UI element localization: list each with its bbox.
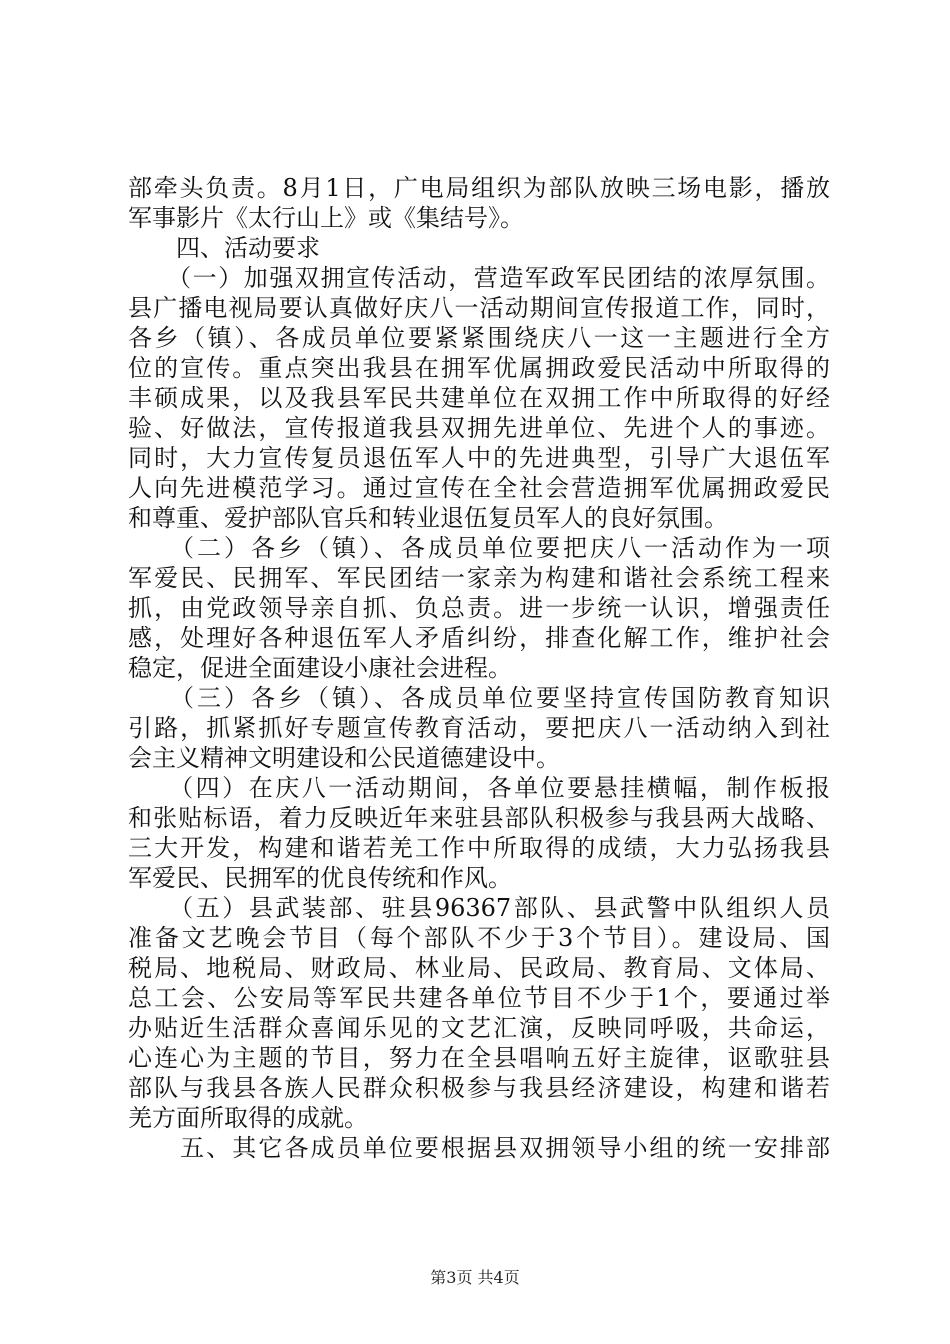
body-line: （一）加强双拥宣传活动，营造军政军民团结的浓厚氛围。	[128, 264, 830, 292]
body-line: 县广播电视局要认真做好庆八一活动期间宣传报道工作，同时，	[128, 294, 830, 322]
document-body	[128, 173, 830, 1163]
body-line: 总工会、公安局等军民共建各单位节目不少于1个，要通过举	[128, 984, 830, 1012]
body-line: 军事影片《太行山上》或《集结号》。	[128, 204, 524, 232]
body-line: 心连心为主题的节目，努力在全县唱响五好主旋律，讴歌驻县	[128, 1044, 830, 1072]
body-line: 位的宣传。重点突出我县在拥军优属拥政爱民活动中所取得的	[128, 354, 830, 382]
body-line: （二）各乡（镇）、各成员单位要把庆八一活动作为一项	[128, 534, 830, 562]
body-line: 和张贴标语，着力反映近年来驻县部队积极参与我县两大战略、	[128, 804, 830, 832]
section-heading: 四、活动要求	[128, 234, 320, 262]
body-line: 同时，大力宣传复员退伍军人中的先进典型，引导广大退伍军	[128, 444, 830, 472]
body-line: 五、其它各成员单位要根据县双拥领导小组的统一安排部	[128, 1134, 830, 1162]
body-line: 部牵头负责。8月1日，广电局组织为部队放映三场电影，播放	[128, 174, 830, 202]
body-line: 验、好做法，宣传报道我县双拥先进单位、先进个人的事迹。	[128, 414, 830, 442]
body-line: 和尊重、爱护部队官兵和转业退伍复员军人的良好氛围。	[128, 504, 728, 532]
body-line: 抓，由党政领导亲自抓、负总责。进一步统一认识，增强责任	[128, 594, 830, 622]
body-line: 稳定，促进全面建设小康社会进程。	[128, 654, 512, 682]
body-line: 军爱民、民拥军、军民团结一家亲为构建和谐社会系统工程来	[128, 564, 830, 592]
body-line: 办贴近生活群众喜闻乐见的文艺汇演，反映同呼吸，共命运，	[128, 1014, 830, 1042]
body-line: （五）县武装部、驻县96367部队、县武警中队组织人员	[128, 894, 830, 922]
body-line: （四）在庆八一活动期间，各单位要悬挂横幅，制作板报	[128, 774, 830, 802]
body-line: 羌方面所取得的成就。	[128, 1104, 368, 1132]
body-line: 部队与我县各族人民群众积极参与我县经济建设，构建和谐若	[128, 1074, 830, 1102]
body-line: 税局、地税局、财政局、林业局、民政局、教育局、文体局、	[128, 954, 830, 982]
body-line: 会主义精神文明建设和公民道德建设中。	[128, 744, 560, 772]
body-line: 军爱民、民拥军的优良传统和作风。	[128, 864, 512, 892]
body-line: 准备文艺晚会节目（每个部队不少于3个节目）。建设局、国	[128, 924, 830, 952]
body-line: 丰硕成果，以及我县军民共建单位在双拥工作中所取得的好经	[128, 384, 830, 412]
body-line: （三）各乡（镇）、各成员单位要坚持宣传国防教育知识	[128, 684, 830, 712]
page-number-footer: 第3页 共4页	[430, 1268, 520, 1287]
body-line: 人向先进模范学习。通过宣传在全社会营造拥军优属拥政爱民	[128, 474, 830, 502]
body-line: 引路，抓紧抓好专题宣传教育活动，要把庆八一活动纳入到社	[128, 714, 830, 742]
body-line: 各乡（镇）、各成员单位要紧紧围绕庆八一这一主题进行全方	[128, 324, 830, 352]
body-line: 三大开发，构建和谐若羌工作中所取得的成绩，大力弘扬我县	[128, 834, 830, 862]
body-line: 感，处理好各种退伍军人矛盾纠纷，排查化解工作，维护社会	[128, 624, 830, 652]
